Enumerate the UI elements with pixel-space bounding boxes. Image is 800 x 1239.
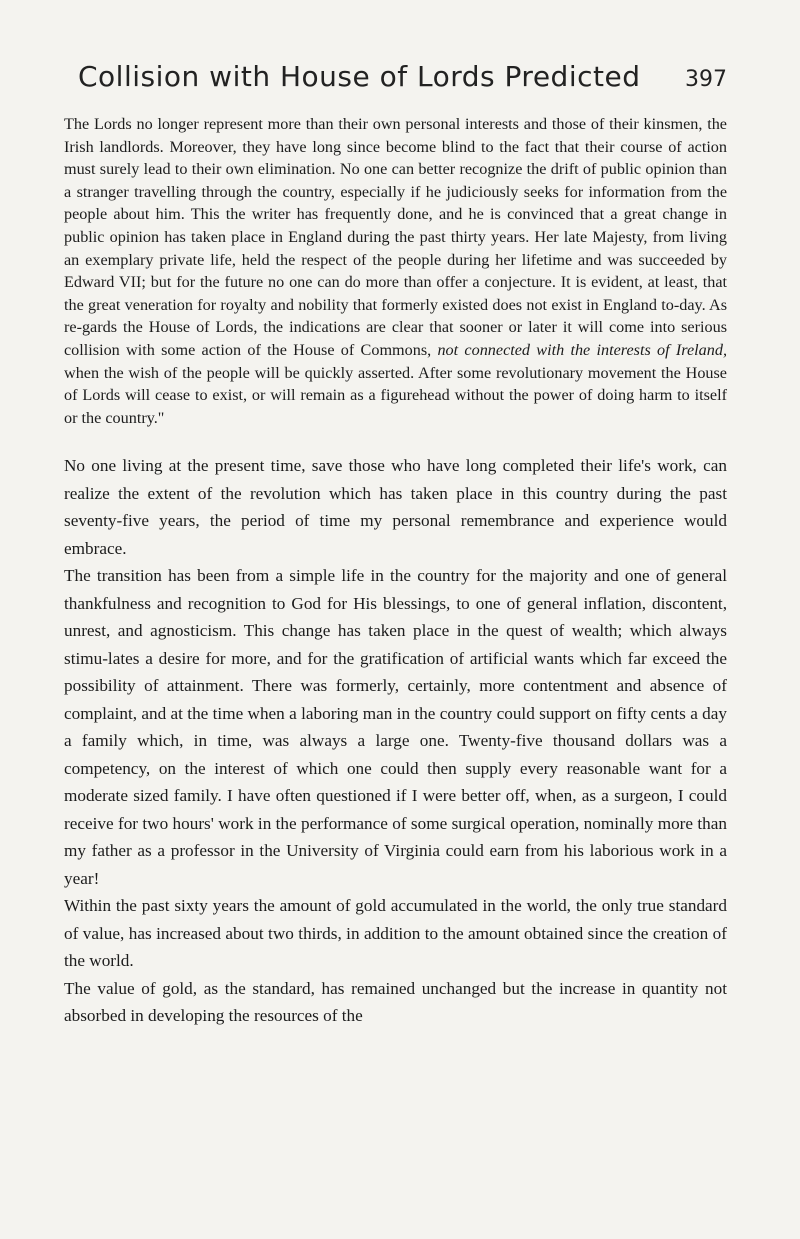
running-title: Collision with House of Lords Predicted <box>78 60 641 93</box>
quote-italic-text: not connected with the interests of Ireland, <box>437 340 728 359</box>
quote-text-start: The Lords no longer represent more than their own personal interests and those of their kinsmen, the Irish landlords. Moreover, they have long since become blind to the fact that their course of action must surely lead to their own elimination. No one can better recognize the drift of public opinion than a stranger travelling through the country, especially if he judiciously seeks for information from the people about him. This the writer has frequently done, and he is convinced that a great change in public opinion has taken place in England during the past thirty years. Her late Majesty, from living an exemplary private life, held the respect of the people during her lifetime and was succeeded by Edward VII; but for the future no one can do more than offer a conjecture. It is evident, at least, that the great veneration for royalty and nobility that formerly existed does not exist in England to-day. As re-gards the House of Lords, the indications are clear that sooner or later it will come into serious collision with some action of the House of Commons, <box>64 115 727 359</box>
book-page <box>64 60 727 1030</box>
paragraph: No one living at the present time, save those who have long completed their life's work, can realize the extent of the revolution which has taken place in this country during the past seventy-five years, the period of time my personal remembrance and experience would embrace. <box>64 456 727 558</box>
paragraph: The value of gold, as the standard, has remained unchanged but the increase in quantity not absorbed in developing the resources of the <box>64 978 727 1026</box>
paragraph: The transition has been from a simple life in the country for the majority and one of general thankfulness and recognition to God for His blessings, to one of general inflation, discontent, unrest, and agnosticism. This change has taken place in the quest of wealth; which always stimu-lates a desire for more, and for the gratification of artificial wants which far exceed the possibility of attainment. There was formerly, certainly, more contentment and absence of complaint, and at the time when a laboring man in the country could support on fifty cents a day a family which, in time, was always a large one. Twenty-five thousand dollars was a competency, on the interest of which one could then supply every reasonable want for a moderate sized family. I have often questioned if I were better off, when, as a surgeon, I could receive for two hours' work in the performance of some surgical operation, nominally more than my father as a professor in the University of Virginia could earn from his laborious work in a year! <box>64 566 727 888</box>
paragraph-gap <box>64 429 727 452</box>
quoted-passage <box>64 113 727 429</box>
quote-paragraph <box>64 113 727 429</box>
page-number: 397 <box>685 67 727 92</box>
paragraph: Within the past sixty years the amount of gold accumulated in the world, the only true standard of value, has increased about two thirds, in addition to the amount obtained since the creation of the world. <box>64 896 727 971</box>
quote-text-end: when the wish of the people will be quickly asserted. After some revolutionary movement the House of Lords will cease to exist, or will remain as a figurehead without the power of doing harm to itself or the country." <box>64 363 727 427</box>
main-text <box>64 452 727 1030</box>
page-header <box>64 60 727 93</box>
